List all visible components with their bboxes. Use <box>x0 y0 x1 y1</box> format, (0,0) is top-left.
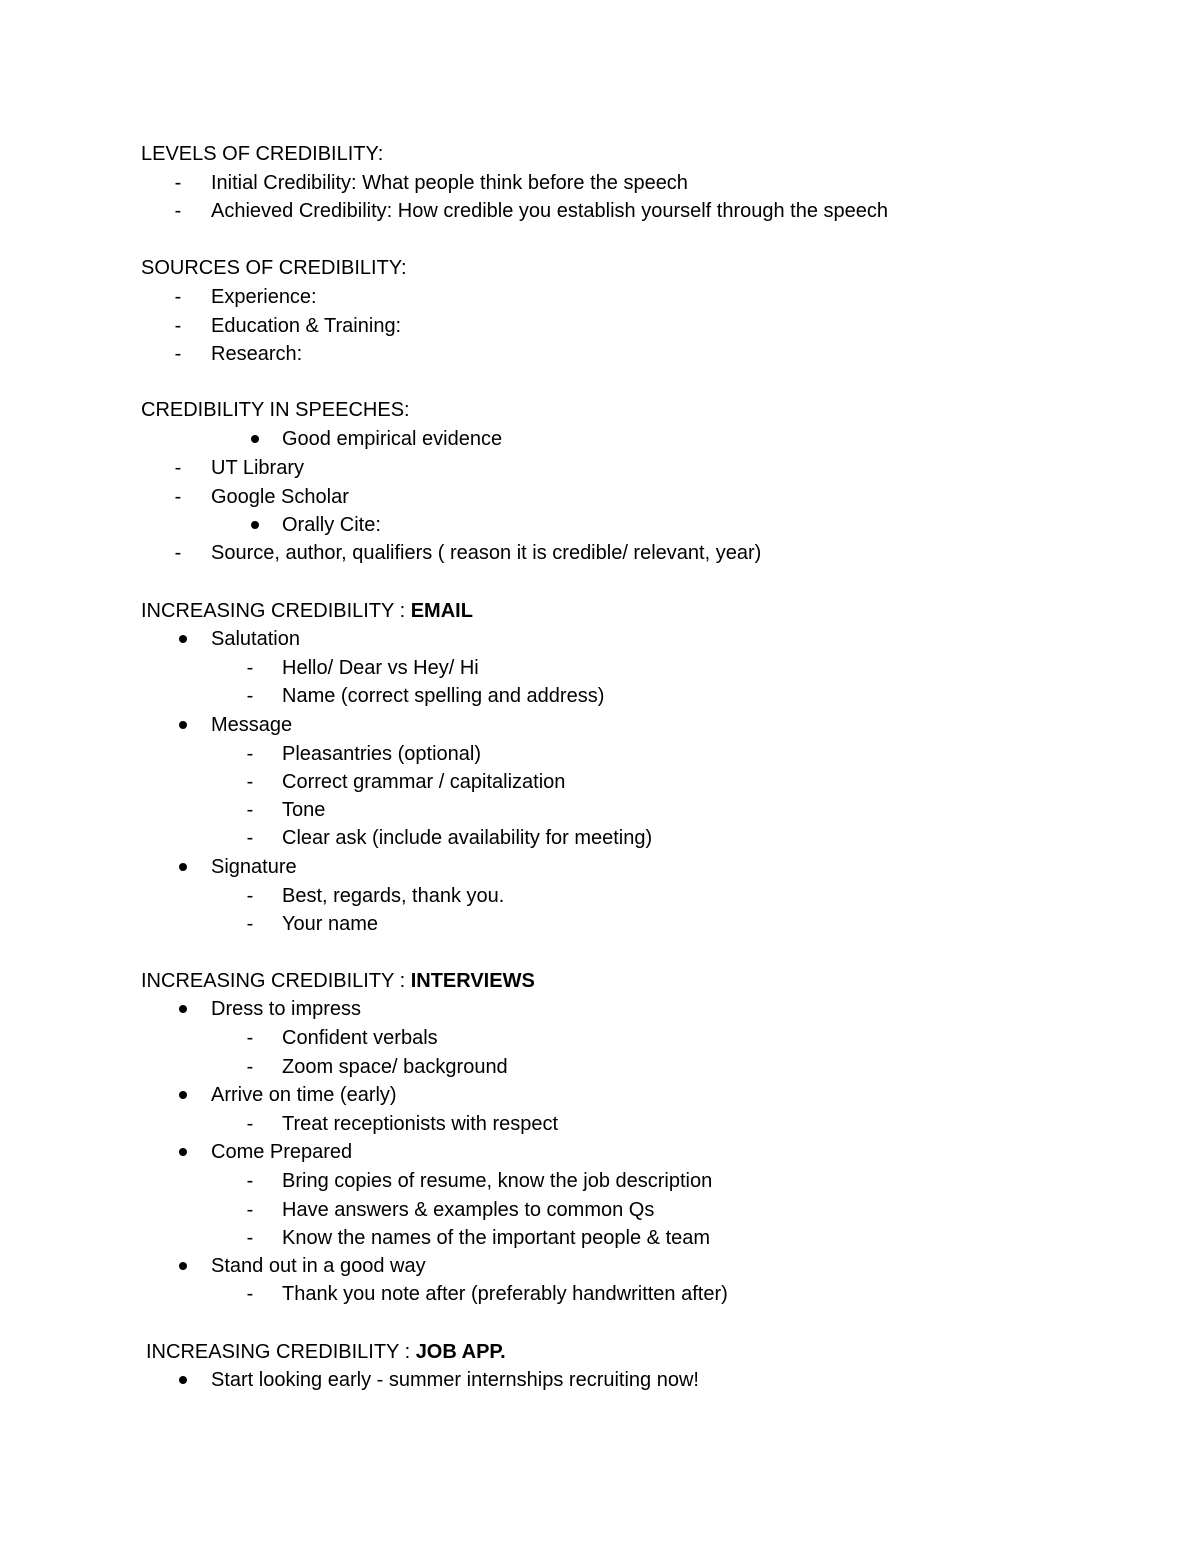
bullet-marker <box>179 1148 187 1156</box>
dash-marker: - <box>246 743 254 765</box>
bullet-marker <box>179 1005 187 1013</box>
bullet-marker <box>179 635 187 643</box>
dash-marker: - <box>246 799 254 821</box>
item-text: Treat receptionists with respect <box>282 1113 559 1135</box>
dash-marker: - <box>174 172 182 194</box>
item-text: Your name <box>282 913 378 935</box>
dash-marker: - <box>246 1113 254 1135</box>
dash-marker: - <box>246 913 254 935</box>
item-text: Hello/ Dear vs Hey/ Hi <box>282 657 479 679</box>
item-text: Name (correct spelling and address) <box>282 685 605 707</box>
dash-marker: - <box>246 1170 254 1192</box>
interviews-heading <box>141 968 535 994</box>
item-text: Thank you note after (preferably handwritten after) <box>282 1283 728 1305</box>
dash-marker: - <box>174 486 182 508</box>
item-text: Signature <box>211 856 297 878</box>
dash-marker: - <box>246 1027 254 1049</box>
dash-marker: - <box>246 827 254 849</box>
sources-heading: SOURCES OF CREDIBILITY: <box>141 257 407 279</box>
dash-marker: - <box>174 315 182 337</box>
item-text: Come Prepared <box>211 1141 353 1163</box>
dash-marker: - <box>174 542 182 564</box>
bullet-marker <box>179 1262 187 1270</box>
speeches-heading: CREDIBILITY IN SPEECHES: <box>141 399 410 421</box>
jobapp-heading <box>146 1339 506 1365</box>
item-text: Pleasantries (optional) <box>282 743 481 765</box>
item-text: Arrive on time (early) <box>211 1084 397 1106</box>
item-text: Start looking early - summer internships recruiting now! <box>211 1369 699 1391</box>
item-text: Initial Credibility: What people think before the speech <box>211 172 688 194</box>
item-text: Experience: <box>211 286 317 308</box>
dash-marker: - <box>174 343 182 365</box>
heading-emphasis: INTERVIEWS <box>410 970 535 992</box>
heading-prefix: INCREASING CREDIBILITY : <box>141 600 411 622</box>
dash-marker: - <box>246 1199 254 1221</box>
item-text: Clear ask (include availability for meeting) <box>282 827 653 849</box>
dash-marker: - <box>246 685 254 707</box>
item-text: Stand out in a good way <box>211 1255 426 1277</box>
bullet-marker <box>179 1376 187 1384</box>
dash-marker: - <box>246 771 254 793</box>
dash-marker: - <box>246 1227 254 1249</box>
item-text: Good empirical evidence <box>282 428 503 450</box>
bullet-marker <box>179 863 187 871</box>
item-text: Have answers & examples to common Qs <box>282 1199 655 1221</box>
item-text: Tone <box>282 799 326 821</box>
item-text: Bring copies of resume, know the job description <box>282 1170 713 1192</box>
heading-emphasis: EMAIL <box>410 600 473 622</box>
item-text: Google Scholar <box>211 486 349 508</box>
item-text: Orally Cite: <box>282 514 381 536</box>
item-text: Best, regards, thank you. <box>282 885 505 907</box>
heading-prefix: INCREASING CREDIBILITY : <box>141 970 411 992</box>
dash-marker: - <box>246 1283 254 1305</box>
bullet-marker <box>251 435 259 443</box>
dash-marker: - <box>174 286 182 308</box>
item-text: Source, author, qualifiers ( reason it is credible/ relevant, year) <box>211 542 762 564</box>
item-text: Research: <box>211 343 303 365</box>
item-text: Confident verbals <box>282 1027 438 1049</box>
item-text: Dress to impress <box>211 998 362 1020</box>
heading-emphasis: JOB APP. <box>415 1341 506 1363</box>
bullet-marker <box>251 521 259 529</box>
item-text: Salutation <box>211 628 300 650</box>
item-text: Message <box>211 714 293 736</box>
dash-marker: - <box>246 1056 254 1078</box>
item-text: Zoom space/ background <box>282 1056 508 1078</box>
levels-heading: LEVELS OF CREDIBILITY: <box>141 143 384 165</box>
item-text: Education & Training: <box>211 315 402 337</box>
item-text: Achieved Credibility: How credible you establish yourself through the speech <box>211 200 889 222</box>
item-text: Know the names of the important people & team <box>282 1227 711 1249</box>
email-heading <box>141 598 473 624</box>
dash-marker: - <box>174 457 182 479</box>
dash-marker: - <box>246 657 254 679</box>
dash-marker: - <box>174 200 182 222</box>
heading-prefix: INCREASING CREDIBILITY : <box>146 1341 416 1363</box>
bullet-marker <box>179 1091 187 1099</box>
item-text: Correct grammar / capitalization <box>282 771 566 793</box>
item-text: UT Library <box>211 457 304 479</box>
bullet-marker <box>179 721 187 729</box>
dash-marker: - <box>246 885 254 907</box>
